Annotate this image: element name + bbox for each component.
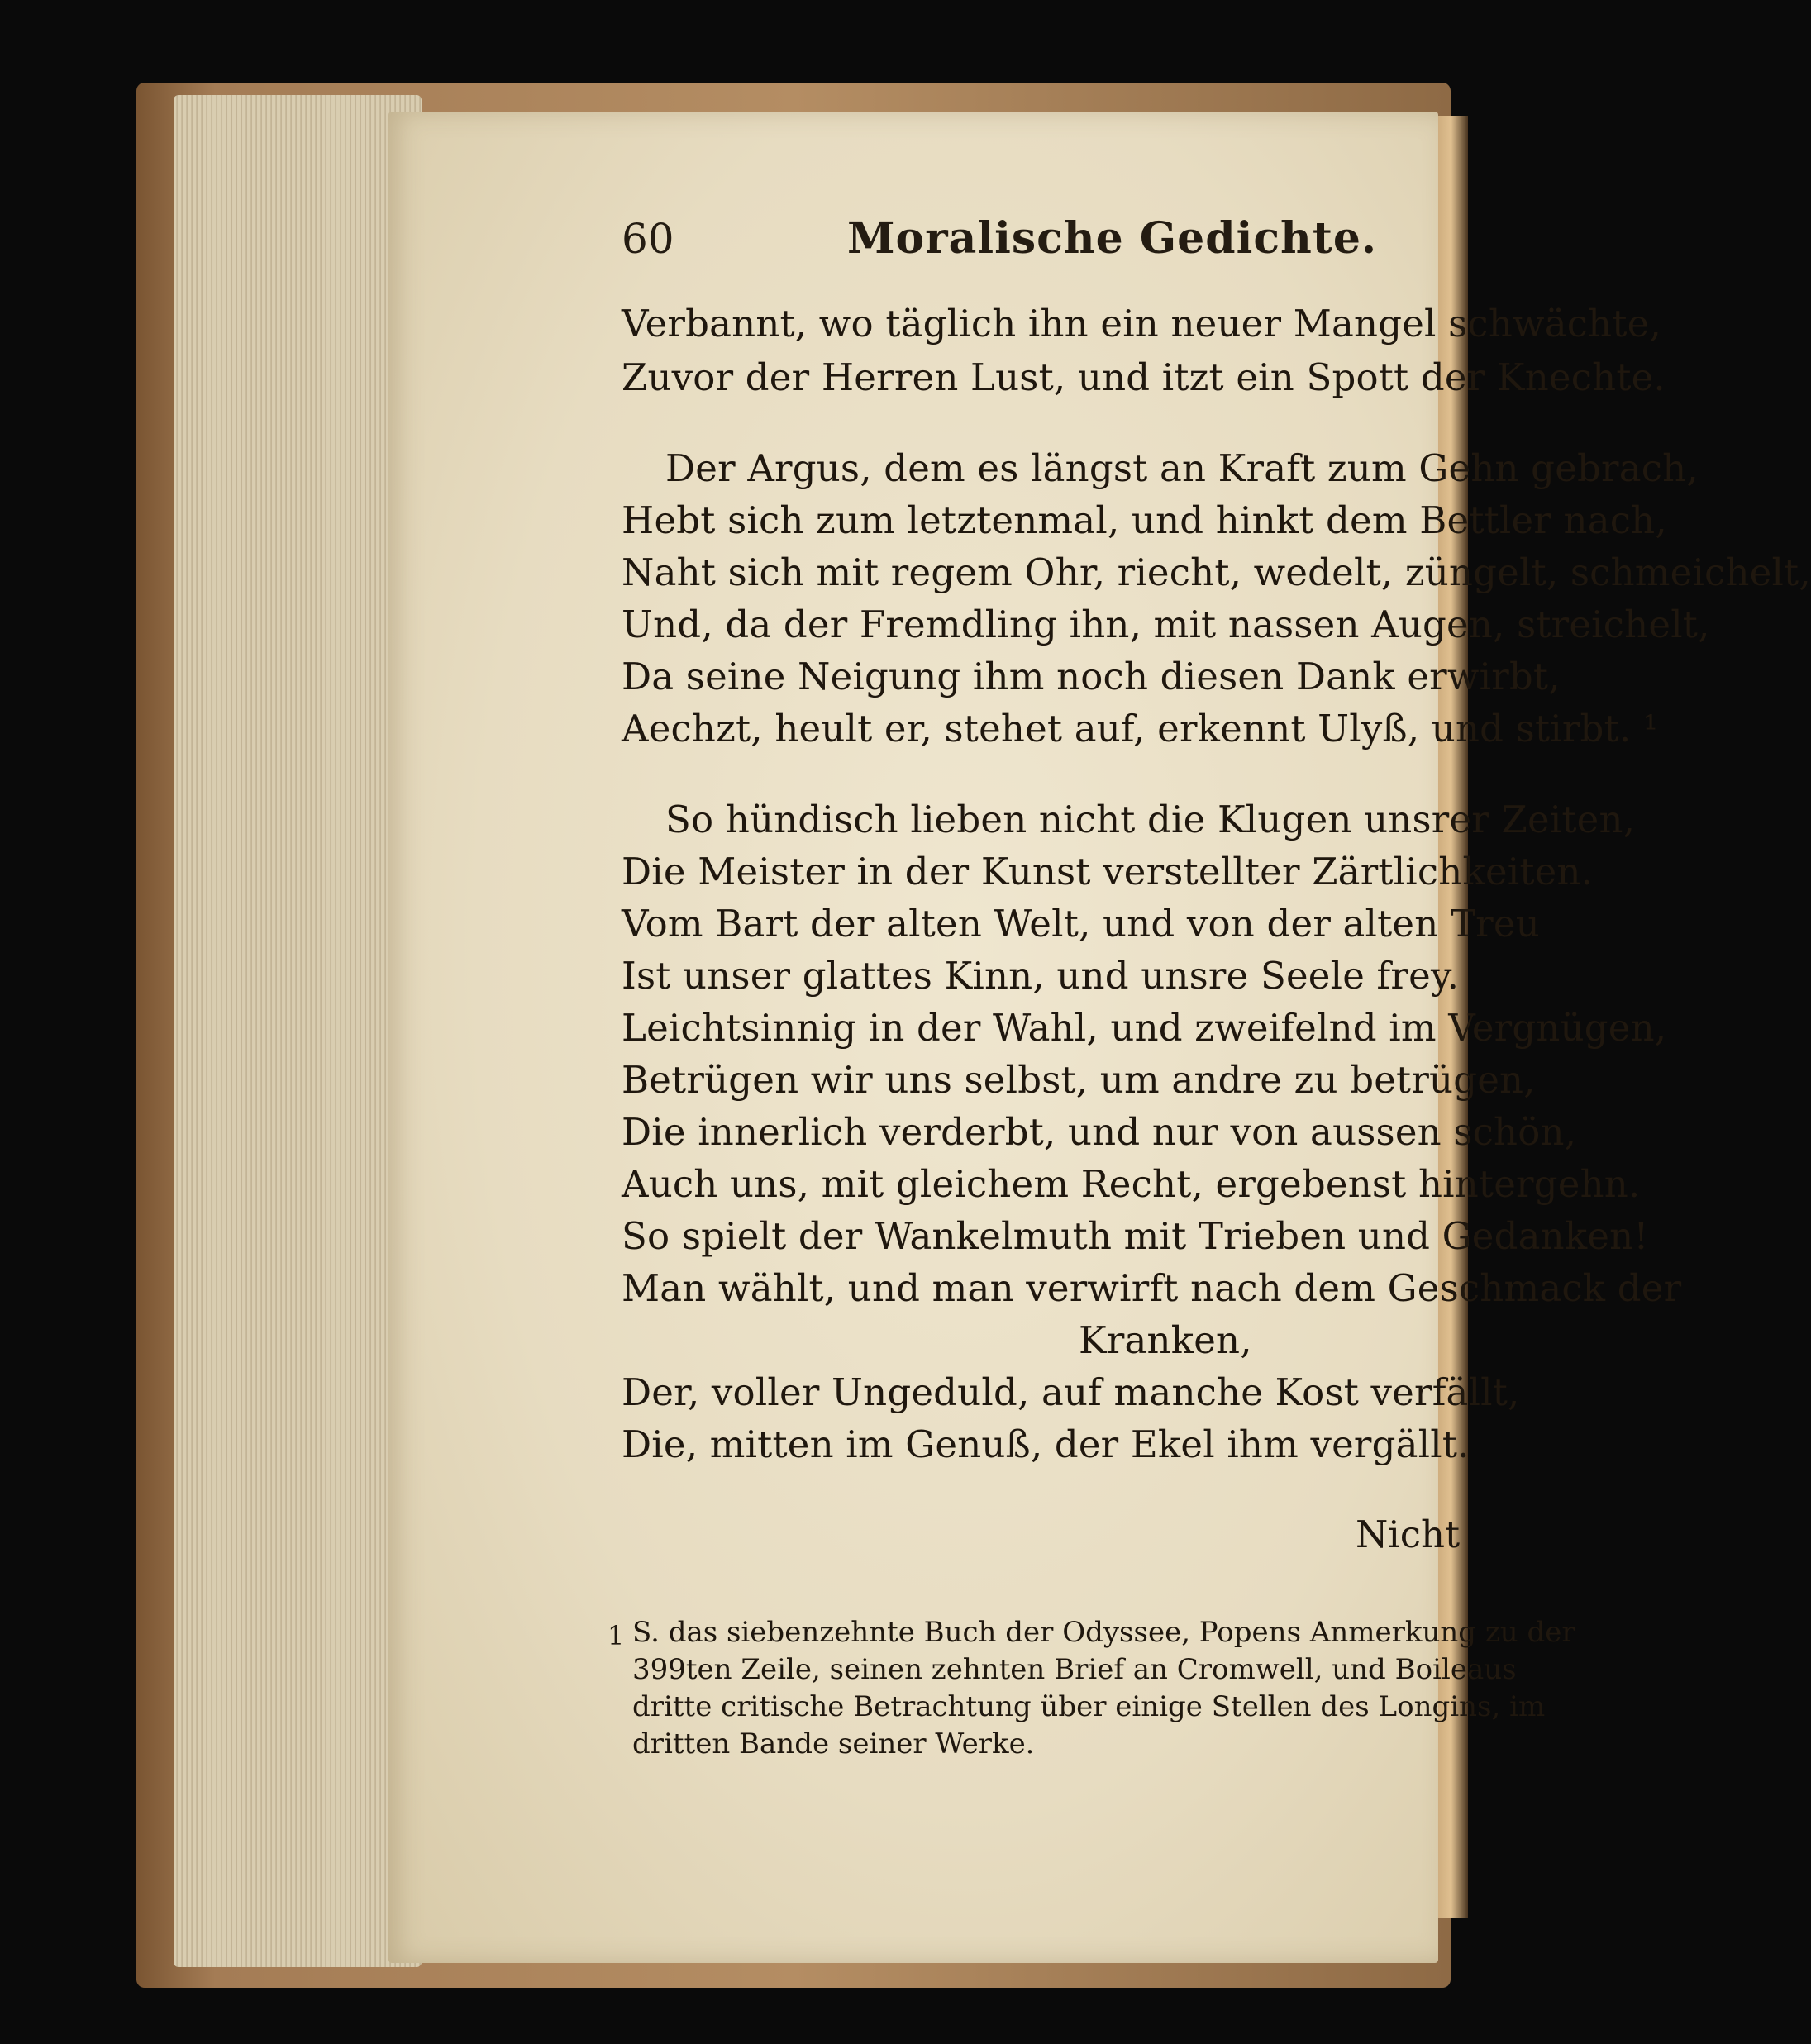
- footnote-line: dritten Bande seiner Werke.: [632, 1727, 1035, 1761]
- verse-line: Die innerlich verderbt, und nur von aussen schön,: [622, 1110, 1577, 1154]
- verse-line: Ist unser glattes Kinn, und unsre Seele frey.: [622, 954, 1460, 998]
- verse-line: Vom Bart der alten Welt, und von der alten Treu: [622, 902, 1540, 946]
- verse-line: Betrügen wir uns selbst, um andre zu betrügen,: [622, 1058, 1536, 1102]
- footnote-line: S. das siebenzehnte Buch der Odyssee, Popens Anmerkung zu der: [632, 1616, 1575, 1649]
- footnote-line: dritte critische Betrachtung über einige Stellen des Longins, im: [632, 1690, 1546, 1723]
- verse-line: Verbannt, wo täglich ihn ein neuer Mangel schwächte,: [622, 302, 1661, 345]
- verse-line: Und, da der Fremdling ihn, mit nassen Augen, streichelt,: [622, 603, 1710, 646]
- page-edges: [174, 95, 422, 1967]
- verse-line: Auch uns, mit gleichem Recht, ergebenst hintergehn.: [622, 1162, 1641, 1206]
- running-title: Moralische Gedichte.: [847, 213, 1378, 264]
- verse-line: Der, voller Ungeduld, auf manche Kost verfällt,: [622, 1370, 1520, 1414]
- verse-line: Zuvor der Herren Lust, und itzt ein Spott der Knechte.: [622, 355, 1666, 399]
- verse-line: Aechzt, heult er, stehet auf, erkennt Ulyß, und stirbt. ¹: [622, 707, 1659, 750]
- verse-line: Man wählt, und man verwirft nach dem Geschmack der: [622, 1266, 1682, 1310]
- catchword: Nicht: [1356, 1513, 1461, 1556]
- verse-line: Der Argus, dem es längst an Kraft zum Gehn gebrach,: [665, 446, 1699, 490]
- verse-line: Die Meister in der Kunst verstellter Zärtlichkeiten.: [622, 850, 1594, 893]
- verse-line: So spielt der Wankelmuth mit Trieben und Gedanken!: [622, 1214, 1649, 1258]
- verse-line: Leichtsinnig in der Wahl, und zweifelnd im Vergnügen,: [622, 1006, 1667, 1050]
- verse-line: Da seine Neigung ihm noch diesen Dank erwirbt,: [622, 655, 1561, 698]
- verse-line: So hündisch lieben nicht die Klugen unsrer Zeiten,: [665, 798, 1636, 841]
- footnote-mark: 1: [608, 1620, 625, 1651]
- footnote-line: 399ten Zeile, seinen zehnten Brief an Cromwell, und Boileaus: [632, 1653, 1517, 1686]
- page-number: 60: [622, 215, 674, 263]
- verse-line: Hebt sich zum letztenmal, und hinkt dem Bettler nach,: [622, 498, 1667, 542]
- verse-line-continuation: Kranken,: [1079, 1318, 1252, 1362]
- verse-line: Die, mitten im Genuß, der Ekel ihm vergällt.: [622, 1422, 1470, 1466]
- verse-line: Naht sich mit regem Ohr, riecht, wedelt, züngelt, schmeichelt,: [622, 550, 1811, 594]
